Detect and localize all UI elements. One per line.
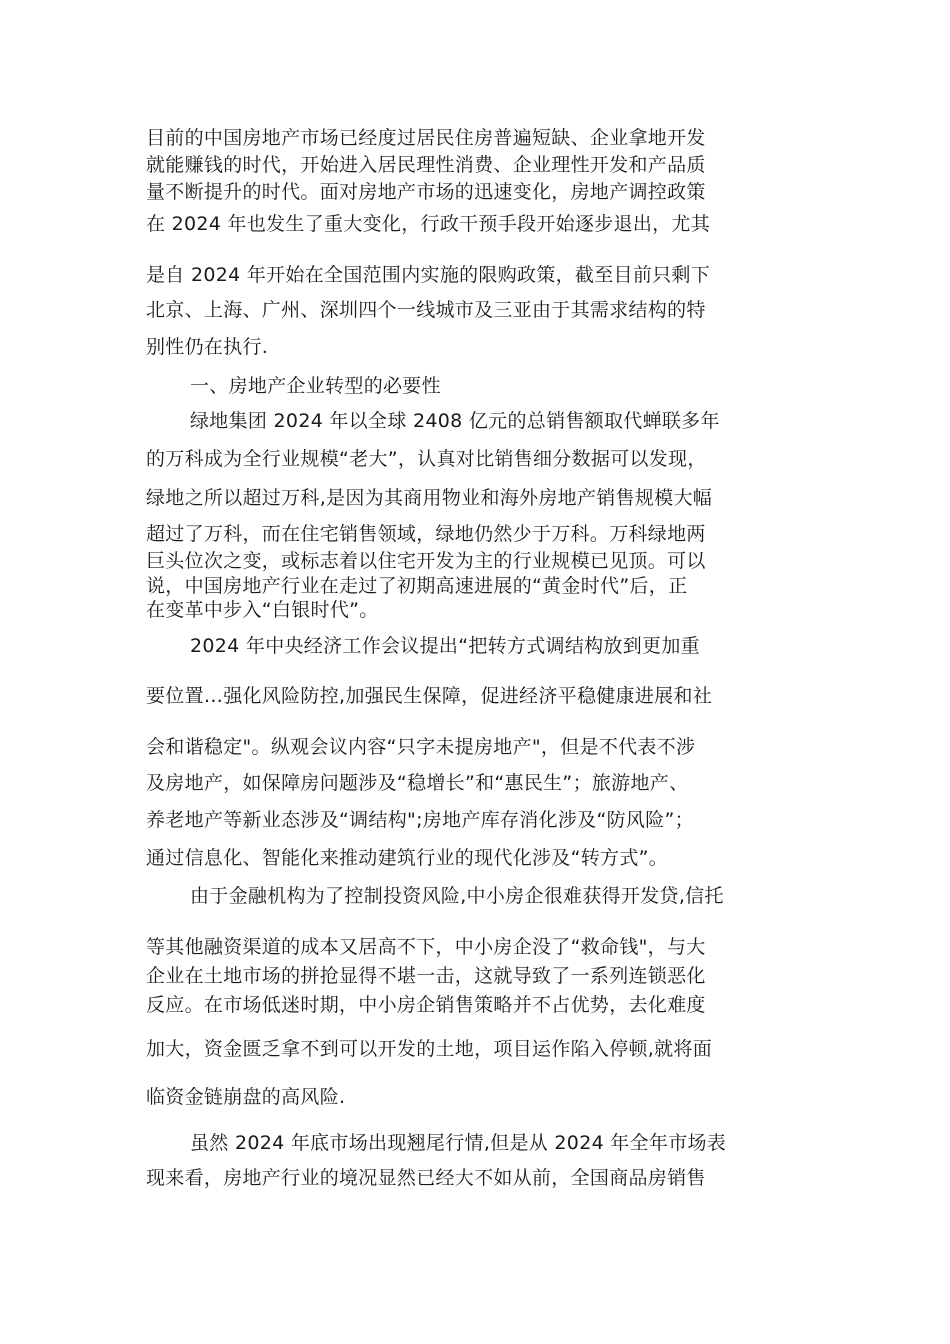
text-line: 虽然 2024 年底市场出现翘尾行情,但是从 2024 年全年市场表: [190, 1132, 727, 1154]
text-line: 在 2024 年也发生了重大变化，行政干预手段开始逐步退出，尤其: [146, 213, 711, 235]
text-line: 会和谐稳定"。纵观会议内容“只字未提房地产"，但是不代表不涉: [146, 736, 696, 758]
text-line: 绿地之所以超过万科,是因为其商用物业和海外房地产销售规模大幅: [146, 487, 713, 509]
text-line: 超过了万科，而在住宅销售领域，绿地仍然少于万科。万科绿地两: [146, 523, 706, 545]
text-line: 及房地产，如保障房问题涉及“稳增长”和“惠民生”；旅游地产、: [146, 772, 689, 794]
text-line: 巨头位次之变，或标志着以住宅开发为主的行业规模已见顶。可以: [146, 550, 706, 572]
text-line: 加大，资金匮乏拿不到可以开发的土地，项目运作陷入停顿,就将面: [146, 1038, 713, 1060]
text-line: 临资金链崩盘的高风险.: [146, 1086, 346, 1108]
text-line: 说，中国房地产行业在走过了初期高速进展的“黄金时代”后，正: [146, 575, 688, 597]
text-line: 的万科成为全行业规模“老大”，认真对比销售细分数据可以发现，: [146, 448, 707, 470]
text-line: 别性仍在执行.: [146, 336, 269, 358]
text-line: 量不断提升的时代。面对房地产市场的迅速变化，房地产调控政策: [146, 181, 706, 203]
section-heading: 一、房地产企业转型的必要性: [190, 375, 441, 397]
text-line: 2024 年中央经济工作会议提出“把转方式调结构放到更加重: [190, 635, 700, 657]
text-line: 要位置…强化风险防控,加强民生保障，促进经济平稳健康进展和社: [146, 685, 713, 707]
text-line: 企业在土地市场的拼抢显得不堪一击，这就导致了一系列连锁恶化: [146, 965, 706, 987]
text-line: 现来看，房地产行业的境况显然已经大不如从前，全国商品房销售: [146, 1167, 706, 1189]
text-line: 等其他融资渠道的成本又居高不下，中小房企没了“救命钱"，与大: [146, 936, 706, 958]
text-line: 北京、上海、广州、深圳四个一线城市及三亚由于其需求结构的特: [146, 299, 706, 321]
text-line: 就能赚钱的时代，开始进入居民理性消费、企业理性开发和产品质: [146, 154, 706, 176]
text-line: 反应。在市场低迷时期，中小房企销售策略并不占优势，去化难度: [146, 994, 706, 1016]
text-line: 由于金融机构为了控制投资风险,中小房企很难获得开发贷,信托: [190, 885, 724, 907]
text-line: 是自 2024 年开始在全国范围内实施的限购政策，截至目前只剩下: [146, 264, 711, 286]
text-line: 目前的中国房地产市场已经度过居民住房普遍短缺、企业拿地开发: [146, 127, 706, 149]
text-line: 养老地产等新业态涉及“调结构";房地产库存消化涉及“防风险”；: [146, 809, 694, 831]
text-line: 在变革中步入“白银时代”。: [146, 599, 379, 621]
text-line: 绿地集团 2024 年以全球 2408 亿元的总销售额取代蝉联多年: [190, 410, 720, 432]
text-line: 通过信息化、智能化来推动建筑行业的现代化涉及“转方式”。: [146, 847, 669, 869]
